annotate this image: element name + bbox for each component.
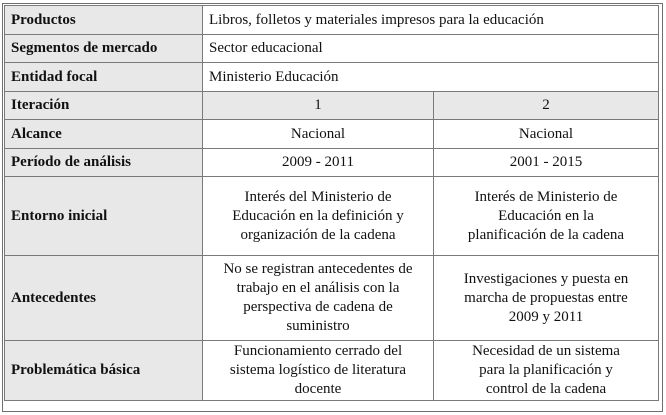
- entorno-col1: [203, 177, 434, 256]
- row-value-segmentos: Sector educacional: [203, 35, 659, 63]
- text-line: para la planificación y: [479, 362, 613, 378]
- text-line: Interés de Ministerio de: [474, 188, 618, 205]
- problematica-col1: [203, 341, 434, 401]
- iteracion-col2: 2: [434, 92, 659, 120]
- text-line: marcha de propuestas entre: [464, 289, 628, 306]
- row-value-productos: Libros, folletos y materiales impresos para la educación: [203, 6, 659, 35]
- table-row-segmentos: [5, 35, 659, 63]
- table-row-periodo: [5, 149, 659, 177]
- alcance-col2: Nacional: [434, 120, 659, 149]
- iteracion-col1: 1: [203, 92, 434, 120]
- row-label-problematica: Problemática básica: [5, 341, 203, 401]
- row-label-antecedentes: Antecedentes: [5, 256, 203, 341]
- row-label-iteracion: Iteración: [5, 92, 203, 120]
- text-line: Educación en la definición y: [232, 207, 404, 224]
- table-row-antecedentes: [5, 256, 659, 341]
- text-line: Necesidad de un sistema: [472, 343, 620, 359]
- row-value-entidad: Ministerio Educación: [203, 63, 659, 92]
- row-label-productos: Productos: [5, 6, 203, 35]
- text-line: Funcionamiento cerrado del: [233, 343, 403, 359]
- text-line: Interés del Ministerio de: [244, 188, 392, 205]
- row-label-entidad: Entidad focal: [5, 63, 203, 92]
- text-line: No se registran antecedentes de: [223, 261, 413, 277]
- table-row-entidad: [5, 63, 659, 92]
- text-line: suministro: [286, 318, 350, 334]
- text-line: 2009 y 2011: [508, 308, 584, 325]
- text-line: planificación de la cadena: [467, 226, 625, 243]
- text-line: docente: [294, 381, 342, 397]
- row-label-segmentos: Segmentos de mercado: [5, 35, 203, 63]
- table-row-productos: [5, 6, 659, 35]
- problematica-col2: [434, 341, 659, 401]
- table-row-problematica: [5, 341, 659, 401]
- text-line: sistema logístico de literatura: [229, 362, 407, 378]
- text-line: organización de la cadena: [240, 226, 396, 243]
- antecedentes-col1: [203, 256, 434, 341]
- row-label-alcance: Alcance: [5, 120, 203, 149]
- table-row-entorno: [5, 177, 659, 256]
- table-row-iteracion: [5, 92, 659, 120]
- table-row-alcance: [5, 120, 659, 149]
- text-line: Educación en la: [498, 207, 594, 224]
- text-line: trabajo en el análisis con la: [236, 280, 400, 296]
- alcance-col1: Nacional: [203, 120, 434, 149]
- text-line: perspectiva de cadena de: [243, 299, 393, 315]
- text-line: Investigaciones y puesta en: [463, 270, 629, 287]
- periodo-col2: 2001 - 2015: [434, 149, 659, 177]
- analysis-table: [4, 5, 659, 401]
- periodo-col1: 2009 - 2011: [203, 149, 434, 177]
- row-label-entorno: Entorno inicial: [5, 177, 203, 256]
- entorno-col2: [434, 177, 659, 256]
- row-label-periodo: Período de análisis: [5, 149, 203, 177]
- text-line: control de la cadena: [485, 381, 607, 397]
- antecedentes-col2: [434, 256, 659, 341]
